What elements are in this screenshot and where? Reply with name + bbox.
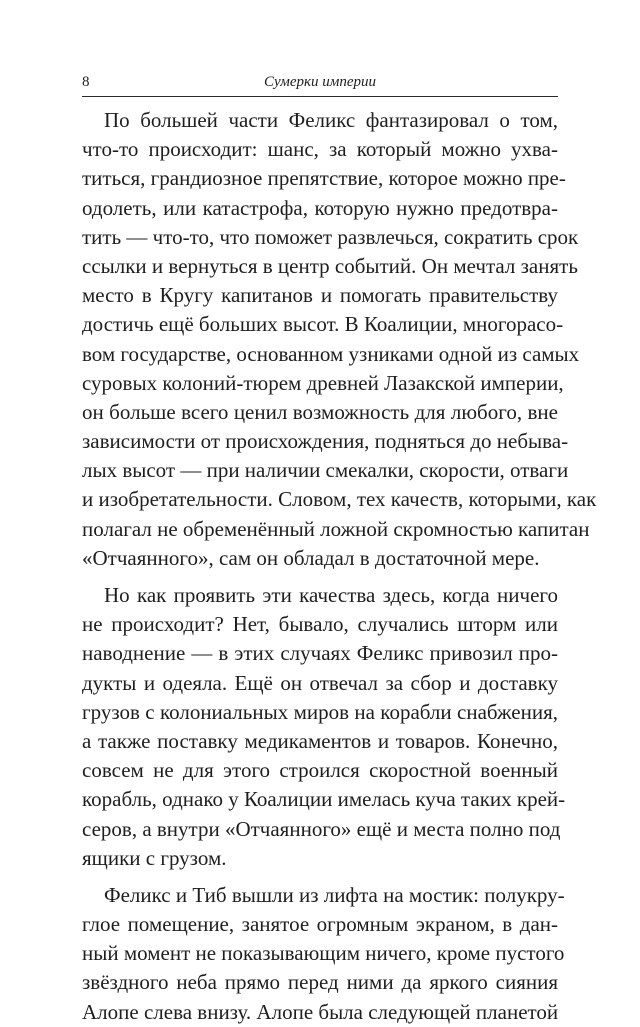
text-line: звёздного неба прямо перед ними да яркого сияния xyxy=(82,970,558,995)
text-line: место в Кругу капитанов и помогать правительству xyxy=(82,283,558,308)
text-line: корабль, однако у Коалиции имелась куча таких крей- xyxy=(82,787,566,812)
text-line: «Отчаянного», сам он обладал в достаточной мере. xyxy=(82,545,540,570)
book-page xyxy=(82,72,597,1027)
running-head xyxy=(82,72,558,96)
text-line: что-то происходит: шанс, за который можно ухва- xyxy=(82,137,558,162)
header-rule xyxy=(82,96,558,97)
text-line: По большей части Феликс фантазировал о том, xyxy=(104,108,558,132)
text-line: лых высот — при наличии смекалки, скорости, отваги xyxy=(82,458,569,483)
text-line: вом государстве, основанном узниками одной из самых xyxy=(82,341,580,366)
text-line: Но как проявить эти качества здесь, когда ничего xyxy=(104,583,558,607)
text-line: ный момент не показывающим ничего, кроме пустого xyxy=(82,941,565,966)
paragraph xyxy=(82,581,566,873)
page-number: 8 xyxy=(82,74,90,90)
text-line: Алопе слева внизу. Алопе была следующей планетой xyxy=(82,999,559,1024)
running-head-title: Сумерки империи xyxy=(263,74,377,90)
text-line: титься, грандиозное препятствие, которое можно пре- xyxy=(82,166,566,191)
text-line: Феликс и Тиб вышли из лифта на мостик: полукру- xyxy=(104,882,565,907)
text-line: суровых колоний-тюрем древней Лазакской империи, xyxy=(82,370,564,395)
text-line: ящики с грузом. xyxy=(82,845,227,870)
text-line: тить — что-то, что поможет развлечься, сократить срок xyxy=(82,224,579,249)
text-line: достичь ещё больших высот. В Коалиции, многорасо- xyxy=(82,312,564,337)
text-line: грузов с колониальных миров на корабли снабжения, xyxy=(82,699,558,724)
text-line: совсем не для этого строился скоростной военный xyxy=(82,758,558,783)
text-line: полагал не обременённый ложной скромностью капитан xyxy=(82,516,590,541)
text-line: зависимости от происхождения, подняться до небыва- xyxy=(82,429,569,454)
text-line: и изобретательности. Словом, тех качеств, которыми, как xyxy=(82,487,597,512)
text-line: глое помещение, занятое огромным экраном, в дан- xyxy=(82,912,558,937)
text-line: серов, а внутри «Отчаянного» ещё и места полно под xyxy=(82,816,561,841)
paragraph xyxy=(82,106,597,573)
text-line: не происходит? Нет, бывало, случались шторм или xyxy=(82,612,558,637)
text-line: дукты и одеяла. Ещё он отвечал за сбор и доставку xyxy=(82,670,558,695)
text-line: он больше всего ценил возможность для любого, вне xyxy=(82,399,558,424)
text-line: ссылки и вернуться в центр событий. Он мечтал занять xyxy=(82,253,578,278)
paragraph xyxy=(82,881,565,1027)
text-line: наводнение — в этих случаях Феликс привозил про- xyxy=(82,641,558,666)
text-line: а также поставку медикаментов и товаров. Конечно, xyxy=(82,728,558,753)
text-line: одолеть, или катастрофа, которую нужно предотвра- xyxy=(82,195,558,220)
body-text xyxy=(82,106,597,1027)
